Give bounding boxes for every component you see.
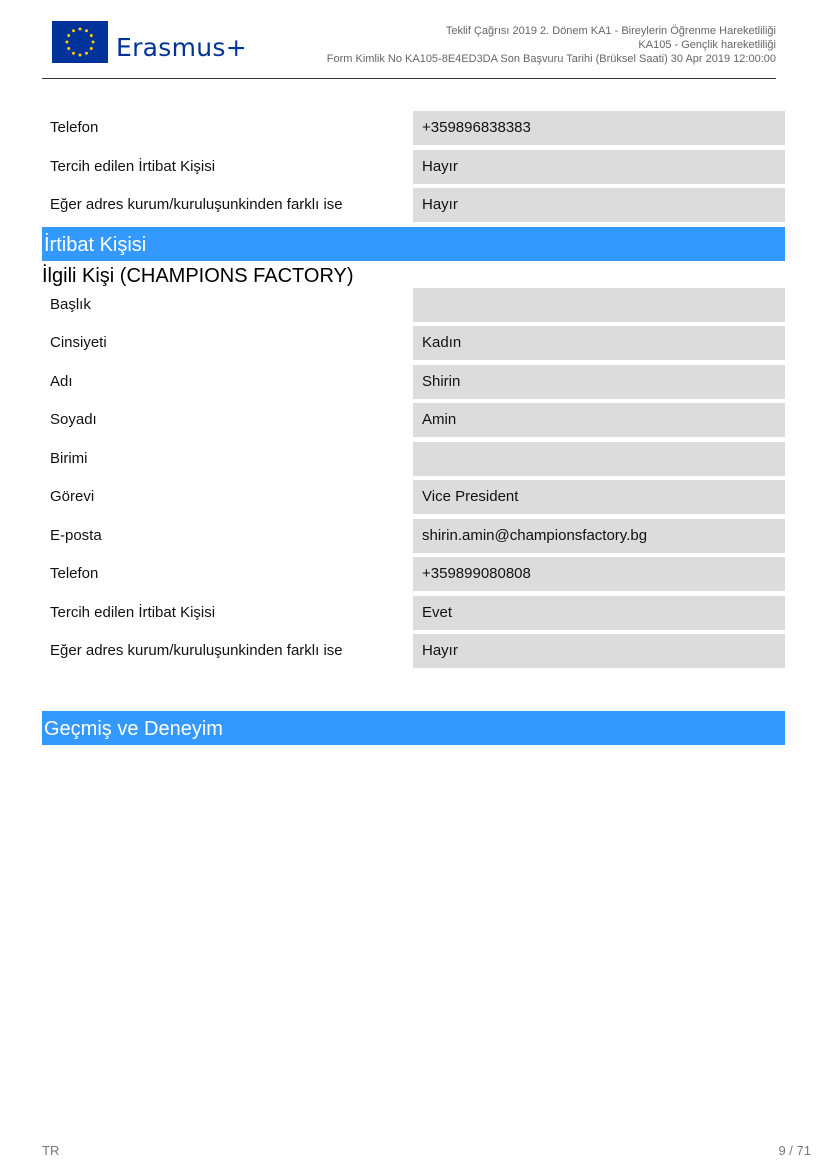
field-label: E-posta bbox=[50, 527, 102, 544]
field-row-phone bbox=[42, 111, 785, 145]
field-label: Görevi bbox=[50, 488, 95, 505]
field-value: Hayır bbox=[413, 188, 785, 222]
field-row-preferred-contact bbox=[42, 596, 785, 630]
field-label: Eğer adres kurum/kuruluşunkinden farklı ise bbox=[50, 642, 343, 659]
field-row-last-name bbox=[42, 403, 785, 437]
field-row-gender bbox=[42, 326, 785, 360]
logo-text: Erasmus+ bbox=[116, 32, 247, 62]
field-row-department bbox=[42, 442, 785, 476]
field-row-phone bbox=[42, 557, 785, 591]
header-call-line: Teklif Çağrısı 2019 2. Dönem KA1 - Bireylerin Öğrenme Hareketliliği bbox=[445, 25, 776, 37]
header-form-id-line: Form Kimlik No KA105-8E4ED3DA Son Başvuru Tarihi (Brüksel Saati) 30 Apr 2019 12:00:00 bbox=[326, 53, 776, 65]
field-value bbox=[413, 442, 785, 476]
field-label: Telefon bbox=[50, 565, 99, 582]
section-title-background: Geçmiş ve Deneyim bbox=[42, 711, 785, 745]
eu-flag-icon bbox=[52, 21, 108, 63]
field-label: Telefon bbox=[50, 119, 99, 136]
footer-language: TR bbox=[42, 1143, 60, 1158]
field-row-different-address bbox=[42, 188, 785, 222]
field-value: Hayır bbox=[413, 634, 785, 668]
field-value: +359899080808 bbox=[413, 557, 785, 591]
field-value bbox=[413, 288, 785, 322]
field-label: Cinsiyeti bbox=[50, 334, 107, 351]
field-label: Adı bbox=[50, 373, 73, 390]
field-value: Hayır bbox=[413, 150, 785, 184]
field-row-position bbox=[42, 480, 785, 514]
header-info bbox=[327, 24, 776, 66]
field-label: Birimi bbox=[50, 450, 88, 467]
field-label: Soyadı bbox=[50, 411, 97, 428]
field-row-email bbox=[42, 519, 785, 553]
field-value: Vice President bbox=[413, 480, 785, 514]
field-row-title bbox=[42, 288, 785, 322]
field-label: Tercih edilen İrtibat Kişisi bbox=[50, 604, 216, 621]
field-label: Eğer adres kurum/kuruluşunkinden farklı ise bbox=[50, 196, 343, 213]
field-row-different-address bbox=[42, 634, 785, 668]
header-action-line: KA105 - Gençlik hareketliliği bbox=[638, 39, 776, 51]
field-value: +359896838383 bbox=[413, 111, 785, 145]
field-row-first-name bbox=[42, 365, 785, 399]
field-label: Başlık bbox=[50, 296, 91, 313]
field-row-preferred-contact bbox=[42, 150, 785, 184]
section-title-contact: İrtibat Kişisi bbox=[42, 227, 785, 261]
erasmus-logo bbox=[52, 20, 247, 64]
field-value: Shirin bbox=[413, 365, 785, 399]
field-value: Evet bbox=[413, 596, 785, 630]
field-label: Tercih edilen İrtibat Kişisi bbox=[50, 158, 216, 175]
contact-subtitle: İlgili Kişi (CHAMPIONS FACTORY) bbox=[42, 265, 354, 287]
field-value: shirin.amin@championsfactory.bg bbox=[413, 519, 785, 553]
page-header bbox=[42, 14, 776, 79]
field-value: Amin bbox=[413, 403, 785, 437]
field-value: Kadın bbox=[413, 326, 785, 360]
footer-page-number: 9 / 71 bbox=[778, 1143, 811, 1158]
